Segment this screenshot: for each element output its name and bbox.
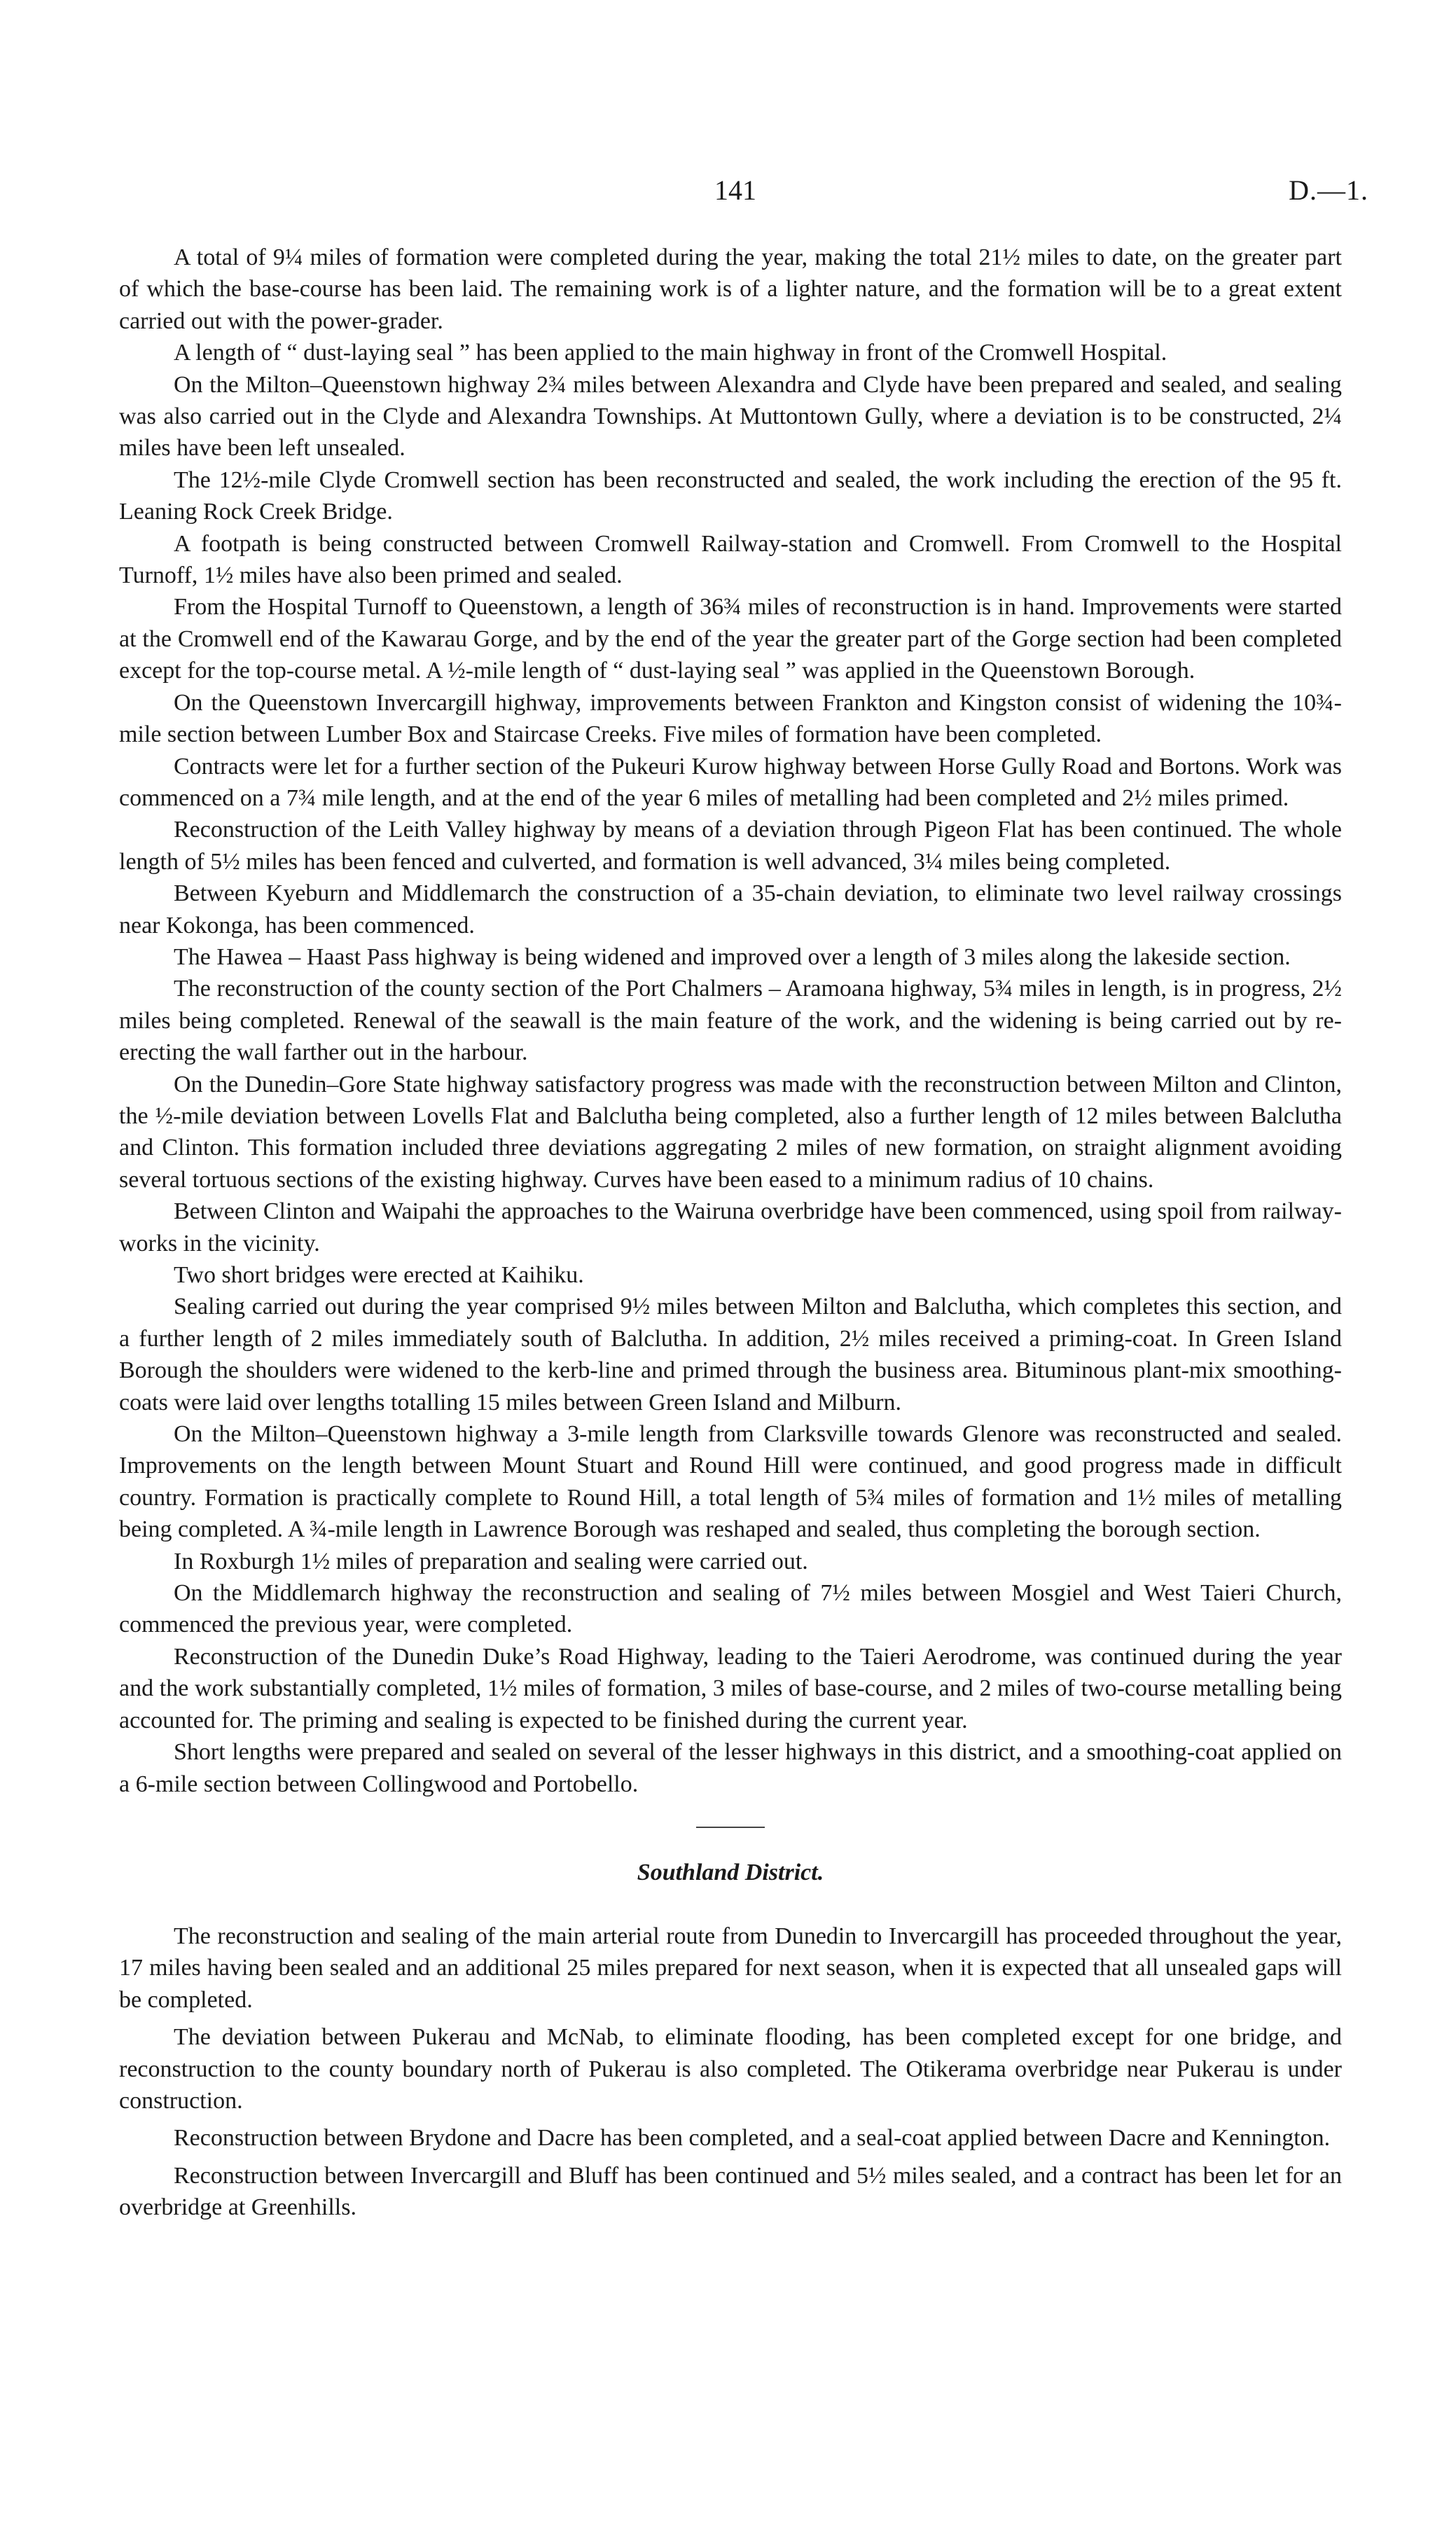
paragraph: Between Clinton and Waipahi the approaches to the Wairuna overbridge have been commenced, using spoil from railway-works in the vicinity. (119, 1198, 1342, 1256)
page-number: 141 (714, 174, 756, 206)
section-heading: Southland District. (637, 1859, 824, 1885)
paragraph: Reconstruction of the Dunedin Duke’s Road Highway, leading to the Taieri Aerodrome, was continued during the year and the work substantially completed, 1½ miles of formation, 3 miles of base-course, and 2 miles of two-course metalling being accounted for. The priming and sealing is expected to be finished during the current year. (119, 1643, 1342, 1733)
paragraph: A length of “ dust-laying seal ” has been applied to the main highway in front of the Cromwell Hospital. (174, 340, 1167, 366)
paragraph: A total of 9¼ miles of formation were completed during the year, making the total 21½ miles to date, on the greater part of which the base-course has been laid. The remaining work is of a lighter nature, and the formation will be to a great extent carried out with the power-grader. (119, 244, 1342, 334)
paragraph: The reconstruction of the county section of the Port Chalmers – Aramoana highway, 5¾ miles in length, is in progress, 2½ miles being completed. Renewal of the seawall is the main feature of the work, and the widening is being carried out by re-erecting the wall farther out in the harbour. (119, 976, 1342, 1066)
paragraph: The 12½-mile Clyde Cromwell section has been reconstructed and sealed, the work including the erection of the 95 ft. Leaning Rock Creek Bridge. (119, 466, 1342, 525)
page-header (0, 174, 1456, 216)
paragraph: Reconstruction of the Leith Valley highway by means of a deviation through Pigeon Flat has been continued. The whole length of 5½ miles has been fenced and culverted, and formation is well advanced, 3¼ miles being completed. (119, 817, 1342, 875)
paragraph: Short lengths were prepared and sealed on several of the lesser highways in this district, and a smoothing-coat applied on a 6-mile section between Collingwood and Portobello. (119, 1739, 1342, 1797)
paragraph: Between Kyeburn and Middlemarch the construction of a 35-chain deviation, to eliminate two level railway crossings near Kokonga, has been commenced. (119, 880, 1342, 939)
paragraph: On the Middlemarch highway the reconstruction and sealing of 7½ miles between Mosgiel and West Taieri Church, commenced the previous year, were completed. (119, 1580, 1342, 1638)
paragraph: Two short bridges were erected at Kaihiku. (174, 1262, 584, 1288)
paragraph: The Hawea – Haast Pass highway is being widened and improved over a length of 3 miles along the lakeside section. (174, 943, 1291, 970)
paragraph: Sealing carried out during the year comprised 9½ miles between Milton and Balclutha, which completes this section, and a further length of 2 miles immediately south of Balclutha. In addition, 2½ miles received a priming-coat. In Green Island Borough the shoulders were widened to the kerb-line and primed through the business area. Bituminous plant-mix smoothing-coats were laid over lengths totalling 15 miles between Green Island and Milburn. (119, 1294, 1342, 1415)
paragraph: In Roxburgh 1½ miles of preparation and sealing were carried out. (174, 1548, 808, 1574)
paragraph: The reconstruction and sealing of the main arterial route from Dunedin to Invercargill has proceeded throughout the year, 17 miles having been sealed and an additional 25 miles prepared for next season, when it is expected that all unsealed gaps will be completed. (119, 1923, 1342, 2013)
section-divider (696, 1827, 765, 1828)
paragraph: The deviation between Pukerau and McNab, to eliminate flooding, has been completed except for one bridge, and reconstruction to the county boundary north of Pukerau is also completed. The Otikerama overbridge near Pukerau is under construction. (119, 2024, 1342, 2114)
otago-section (119, 242, 1342, 1800)
paragraph: Contracts were let for a further section of the Pukeuri Kurow highway between Horse Gully Road and Bortons. Work was commenced on a 7¾ mile length, and at the end of the year 6 miles of metalling had been completed and 2½ miles primed. (119, 753, 1342, 811)
paragraph: Reconstruction between Brydone and Dacre has been completed, and a seal-coat applied between Dacre and Kennington. (174, 2125, 1331, 2152)
southland-section (119, 1920, 1342, 2224)
paragraph: From the Hospital Turnoff to Queenstown, a length of 36¾ miles of reconstruction is in hand. Improvements were started at the Cromwell end of the Kawarau Gorge, and by the end of the year the greater part of the Gorge section had been completed except for the top-course metal. A ½-mile length of “ dust-laying seal ” was applied in the Queenstown Borough. (119, 594, 1342, 684)
paragraph: On the Dunedin–Gore State highway satisfactory progress was made with the reconstruction between Milton and Clinton, the ½-mile deviation between Lovells Flat and Balclutha being completed, also a further length of 12 miles between Balclutha and Clinton. This formation included three deviations aggregating 2 miles of new formation, on straight alignment avoiding several tortuous sections of the existing highway. Curves have been eased to a minimum radius of 10 chains. (119, 1071, 1342, 1193)
paragraph: A footpath is being constructed between Cromwell Railway-station and Cromwell. From Cromwell to the Hospital Turnoff, 1½ miles have also been primed and sealed. (119, 530, 1342, 589)
paragraph: Reconstruction between Invercargill and Bluff has been continued and 5½ miles sealed, and a contract has been let for an overbridge at Greenhills. (119, 2162, 1342, 2221)
document-reference: D.—1. (1289, 174, 1368, 206)
body-text (119, 242, 1342, 2229)
paragraph: On the Queenstown Invercargill highway, improvements between Frankton and Kingston consist of widening the 10¾-mile section between Lumber Box and Staircase Creeks. Five miles of formation have been completed. (119, 689, 1342, 748)
paragraph: On the Milton–Queenstown highway a 3-mile length from Clarksville towards Glenore was reconstructed and sealed. Improvements on the length between Mount Stuart and Round Hill were continued, and good progress made in difficult country. Formation is practically complete to Round Hill, a total length of 5¾ miles of formation and 1½ miles of metalling being completed. A ¾-mile length in Lawrence Borough was reshaped and sealed, thus completing the borough section. (119, 1421, 1342, 1543)
paragraph: On the Milton–Queenstown highway 2¾ miles between Alexandra and Clyde have been prepared and sealed, and sealing was also carried out in the Clyde and Alexandra Townships. At Muttontown Gully, where a deviation is to be constructed, 2¼ miles have been left unsealed. (119, 371, 1342, 462)
